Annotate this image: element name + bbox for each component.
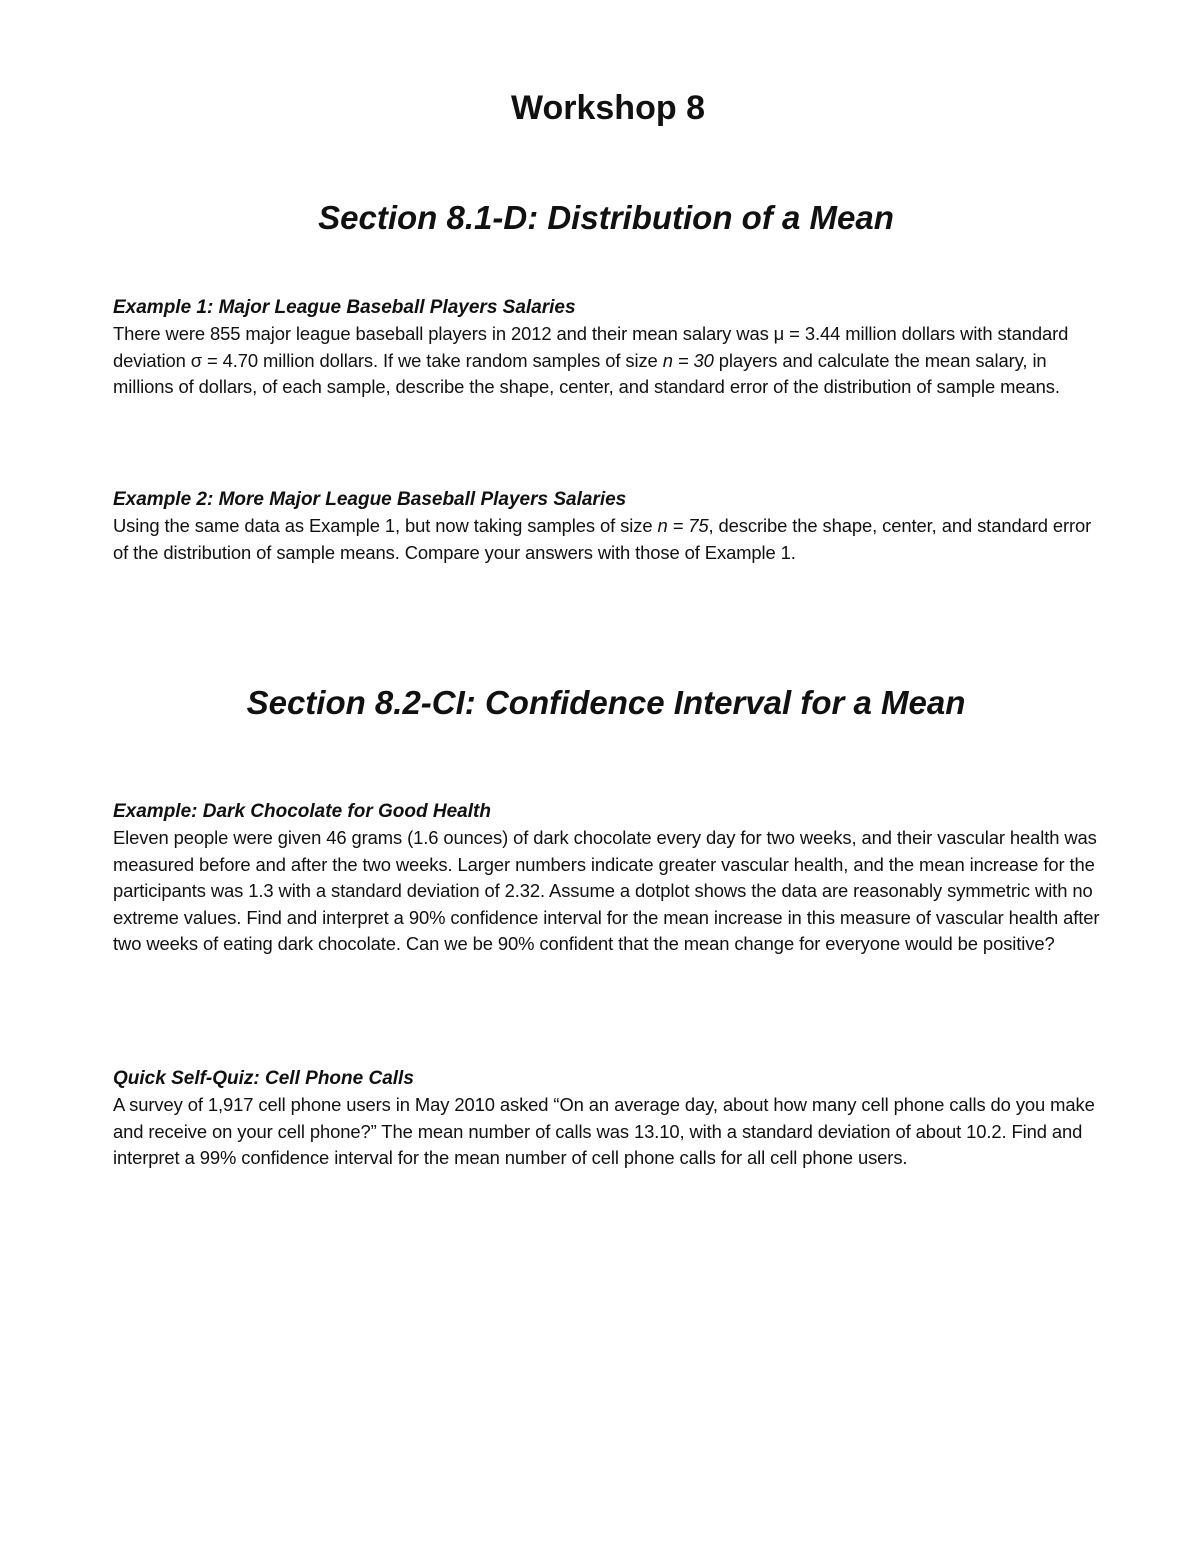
document-title: Workshop 8	[511, 89, 705, 127]
example-2-heading: Example 2: More Major League Baseball Players Salaries	[113, 489, 627, 510]
section-title-confidence-interval: Section 8.2-CI: Confidence Interval for a Mean	[246, 684, 966, 721]
dark-chocolate-example-block	[113, 798, 1103, 958]
example-2-body: Using the same data as Example 1, but now taking samples of size n = 75, describe the shape, center, and standard error of the distribution of sample means. Compare your answers with those of Example 1.	[113, 515, 1092, 563]
self-quiz-body: A survey of 1,917 cell phone users in May 2010 asked “On an average day, about how many cell phone calls do you make and receive on your cell phone?” The mean number of calls was 13.10, with a standard deviation of about 10.2. Find and interpret a 99% confidence interval for the mean number of cell phone calls for all cell phone users.	[113, 1094, 1095, 1169]
dark-chocolate-example-heading: Example: Dark Chocolate for Good Health	[113, 801, 491, 822]
example-1-body: There were 855 major league baseball players in 2012 and their mean salary was μ = 3.44 million dollars with standard deviation σ = 4.70 million dollars. If we take random samples of size n = 30 players and calculate the mean salary, in millions of dollars, of each sample, describe the shape, center, and standard error of the distribution of sample means.	[113, 323, 1069, 398]
sample-size-notation: n = 30	[662, 349, 714, 371]
self-quiz-heading: Quick Self-Quiz: Cell Phone Calls	[113, 1068, 414, 1089]
dark-chocolate-example-body: Eleven people were given 46 grams (1.6 ounces) of dark chocolate every day for two weeks, and their vascular health was measured before and after the two weeks. Larger numbers indicate greater vascular health, and the mean increase for the participants was 1.3 with a standard deviation of 2.32. Assume a dotplot shows the data are reasonably symmetric with no extreme values. Find and interpret a 90% confidence interval for the mean increase in this measure of vascular health after two weeks of eating dark chocolate. Can we be 90% confident that the mean change for everyone would be positive?	[113, 827, 1100, 955]
sample-size-notation: n = 75	[657, 515, 709, 536]
example-1-heading: Example 1: Major League Baseball Players Salaries	[113, 297, 576, 318]
example-1-block	[113, 294, 1103, 401]
self-quiz-block	[113, 1065, 1103, 1172]
section-title-distribution-of-mean: Section 8.1-D: Distribution of a Mean	[318, 199, 894, 236]
example-2-block	[113, 486, 1103, 566]
